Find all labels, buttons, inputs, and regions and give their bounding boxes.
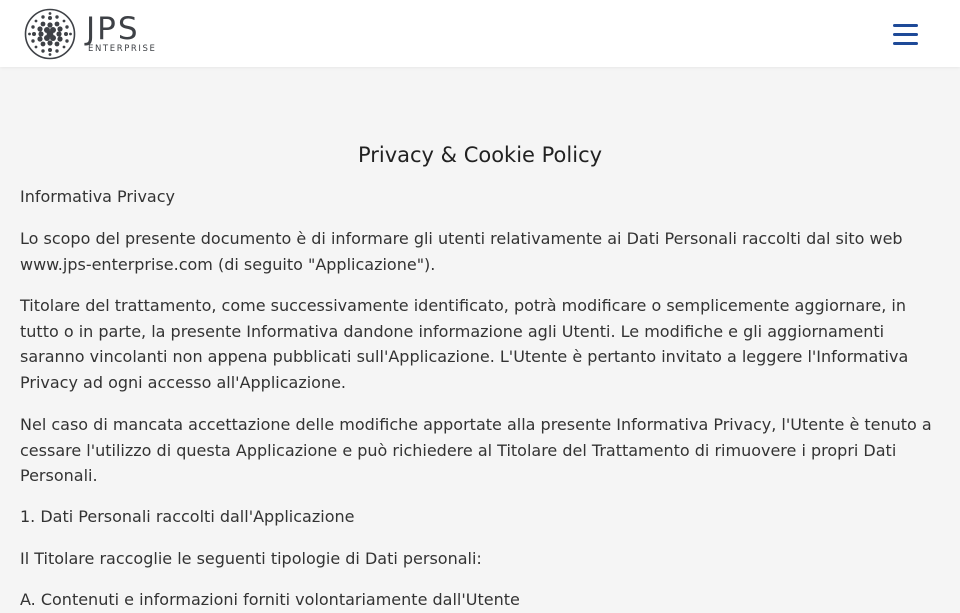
paragraph-titolare bbox=[20, 293, 940, 395]
paragraph-text: A. Contenuti e informazioni forniti volontariamente dall'Utente bbox=[20, 590, 520, 609]
menu-bar-bottom bbox=[893, 42, 918, 45]
site-header bbox=[0, 0, 960, 67]
paragraph-mancata-accettazione bbox=[20, 412, 940, 489]
logo-dots-icon bbox=[24, 8, 76, 60]
hamburger-menu-icon[interactable] bbox=[890, 20, 922, 48]
main-content bbox=[0, 67, 960, 170]
paragraph-text: Lo scopo del presente documento è di informare gli utenti relativamente ai Dati Personali raccolti dal sito web www.jps-enterprise.com (di seguito "Applicazione"). bbox=[20, 229, 903, 274]
paragraph-text: Informativa Privacy bbox=[20, 187, 175, 206]
paragraph-tipologie bbox=[20, 546, 940, 572]
section-heading-dati-personali bbox=[20, 504, 940, 530]
paragraph-text: Titolare del trattamento, come successivamente identificato, potrà modificare o semplicemente aggiornare, in tutto o in parte, la presente Informativa dandone informazione agli Utenti. Le modifiche e gli aggiornamenti saranno vincolanti non appena pubblicati sull'Applicazione. L'Utente è pertanto invitato a leggere l'Informativa Privacy ad ogni accesso all'Applicazione. bbox=[20, 296, 909, 392]
company-logo[interactable] bbox=[24, 8, 157, 60]
paragraph-text: Il Titolare raccoglie le seguenti tipologie di Dati personali: bbox=[20, 549, 482, 568]
menu-bar-top bbox=[893, 24, 918, 27]
logo-wordmark bbox=[86, 11, 157, 54]
logo-subtitle: ENTERPRISE bbox=[88, 44, 157, 54]
paragraph-scope bbox=[20, 226, 940, 277]
logo-title: JPS bbox=[86, 11, 140, 47]
paragraph-text: Nel caso di mancata accettazione delle modifiche apportate alla presente Informativa Privacy, l'Utente è tenuto a cessare l'utilizzo di questa Applicazione e può richiedere al Titolare del Trattamento di rimuovere i propri Dati Personali. bbox=[20, 415, 932, 486]
menu-bar-middle bbox=[893, 33, 918, 36]
paragraph-heading-informativa bbox=[20, 184, 940, 210]
paragraph-text: 1. Dati Personali raccolti dall'Applicazione bbox=[20, 507, 355, 526]
page-title: Privacy & Cookie Policy bbox=[357, 143, 603, 167]
